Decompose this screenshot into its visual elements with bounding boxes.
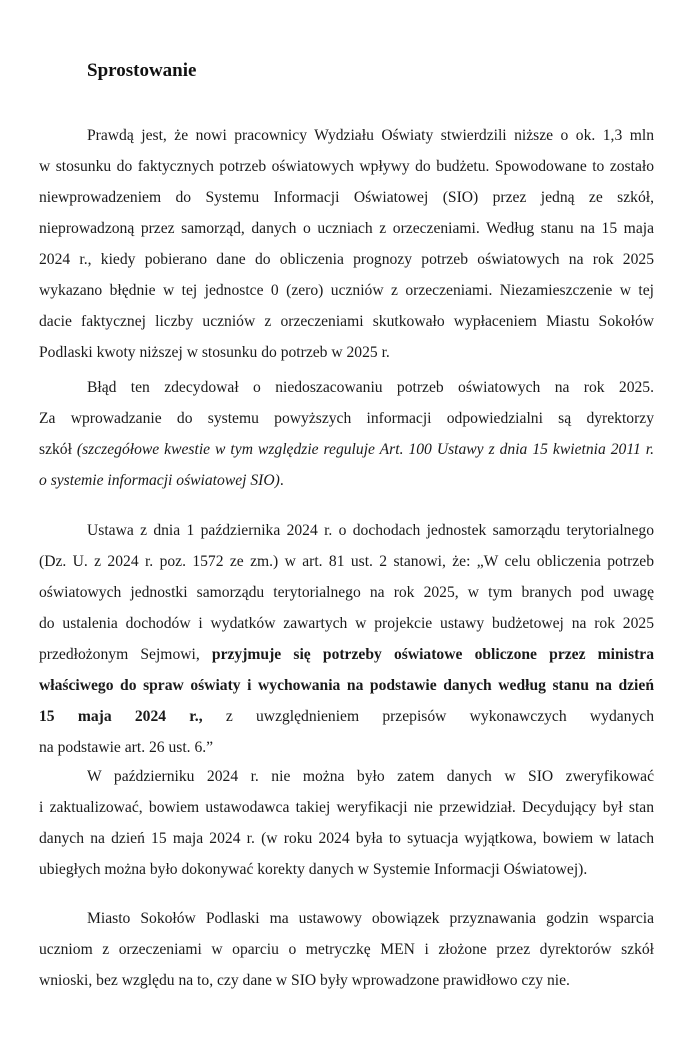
text-line: wnioski, bez względu na to, czy dane w SIO były wprowadzone prawidłowo czy nie. [39, 972, 570, 989]
paragraph-2 [39, 372, 654, 496]
text-line: uczniom z orzeczeniami w oparciu o metryczkę MEN i złożone przez dyrektorów szkół [39, 941, 654, 958]
document-title: Sprostowanie [87, 60, 197, 81]
text-line: dacie faktycznej liczby uczniów z orzeczeniami skutkowało wypłaceniem Miastu Sokołów [39, 313, 654, 330]
text-line: o systemie informacji oświatowej SIO). [39, 472, 284, 489]
italic-citation: (szczegółowe kwestie w tym względzie reguluje Art. 100 Ustawy z dnia 15 kwietnia 2011 r. [76, 441, 654, 458]
text-line: oświatowych jednostki samorządu terytorialnego na rok 2025, w tym branych pod uwagę [39, 584, 654, 601]
text-line: wykazano błędnie w tej jednostce 0 (zero) uczniów z orzeczeniami. Niezamieszczenie w tej [39, 282, 654, 299]
paragraph-4 [39, 761, 654, 885]
bold-quote: przyjmuje się potrzeby oświatowe obliczone przez ministra [211, 646, 654, 663]
italic-citation: o systemie informacji oświatowej SIO) [39, 472, 280, 489]
paragraph-1 [39, 120, 654, 368]
text-line: Prawdą jest, że nowi pracownicy Wydziału Oświaty stwierdzili niższe o ok. 1,3 mln [87, 127, 654, 144]
text-line: ubiegłych można było dokonywać korekty danych w Systemie Informacji Oświatowej). [39, 861, 588, 878]
text-line: Podlaski kwoty niższej w stosunku do potrzeb w 2025 r. [39, 344, 390, 361]
paragraph-3 [39, 515, 654, 763]
text-line: na podstawie art. 26 ust. 6.” [39, 739, 214, 756]
text-line: w stosunku do faktycznych potrzeb oświatowych wpływy do budżetu. Spowodowane to zostało [39, 158, 654, 175]
text-line: przedłożonym Sejmowi, przyjmuje się potrzeby oświatowe obliczone przez ministra [39, 646, 654, 663]
text-line: do ustalenia dochodów i wydatków zawartych w projekcie ustawy budżetowej na rok 2025 [39, 615, 654, 632]
text-line: 15 maja 2024 r., z uwzględnieniem przepisów wykonawczych wydanych [39, 708, 654, 725]
text-line: nieprowadzoną przez samorząd, danych o uczniach z orzeczeniami. Według stanu na 15 maja [39, 220, 654, 237]
text-line: (Dz. U. z 2024 r. poz. 1572 ze zm.) w art. 81 ust. 2 stanowi, że: „W celu obliczenia potrzeb [39, 553, 654, 570]
text-line: W październiku 2024 r. nie można było zatem danych w SIO zweryfikować [87, 768, 654, 785]
text-line: danych na dzień 15 maja 2024 r. (w roku 2024 była to sytuacja wyjątkowa, bowiem w latach [39, 830, 654, 847]
text-line: Miasto Sokołów Podlaski ma ustawowy obowiązek przyznawania godzin wsparcia [87, 910, 654, 927]
text-line: Za wprowadzanie do systemu powyższych informacji odpowiedzialni są dyrektorzy [39, 410, 654, 427]
bold-quote: właściwego do spraw oświaty i wychowania na podstawie danych według stanu na dzień [39, 677, 654, 694]
text-line: i zaktualizować, bowiem ustawodawca takiej weryfikacji nie przewidział. Decydujący był stan [39, 799, 654, 816]
paragraph-5 [39, 903, 654, 996]
text-line: szkół (szczegółowe kwestie w tym względzie reguluje Art. 100 Ustawy z dnia 15 kwietnia 2011 r. [39, 441, 654, 458]
text-line [39, 670, 654, 701]
text-line: niewprowadzeniem do Systemu Informacji Oświatowej (SIO) przez jedną ze szkół, [39, 189, 654, 206]
text-line: Błąd ten zdecydował o niedoszacowaniu potrzeb oświatowych na rok 2025. [87, 379, 654, 396]
bold-quote: 15 maja 2024 r., [39, 708, 203, 725]
text-line: 2024 r., kiedy pobierano dane do obliczenia prognozy potrzeb oświatowych na rok 2025 [39, 251, 654, 268]
text-line: Ustawa z dnia 1 października 2024 r. o dochodach jednostek samorządu terytorialnego [87, 522, 654, 539]
